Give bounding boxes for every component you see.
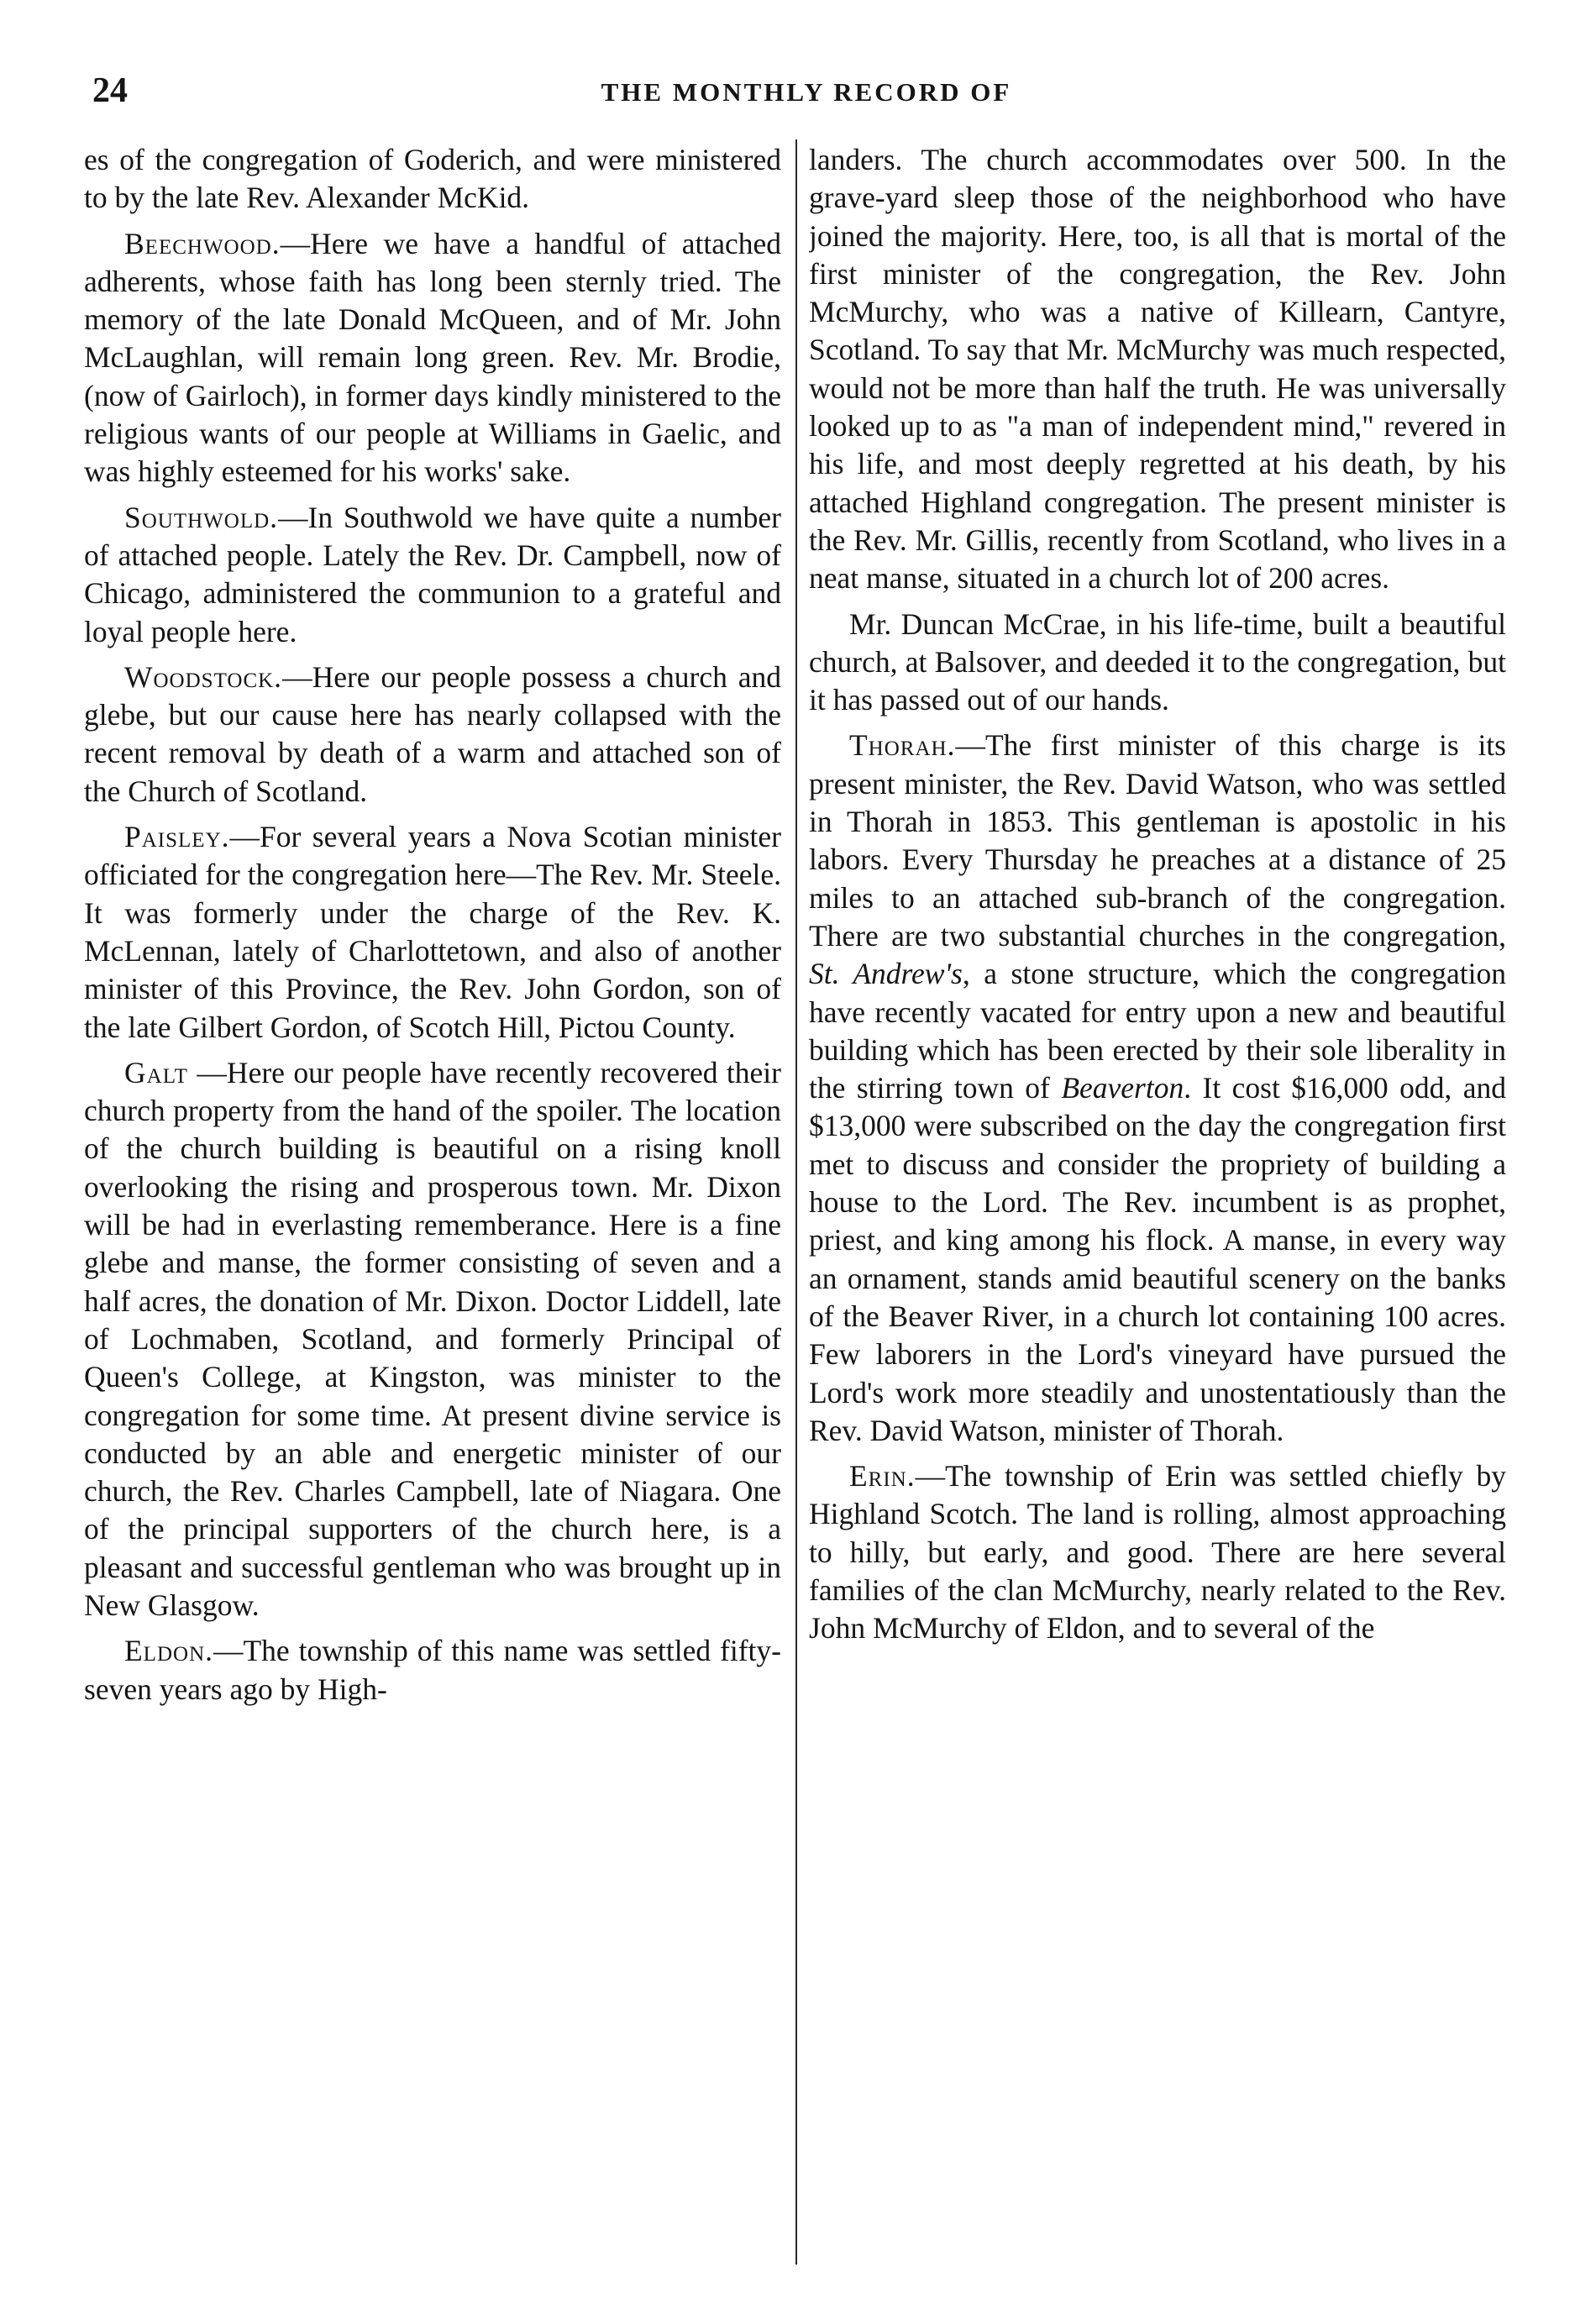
place-name-heading: Erin. xyxy=(849,1459,916,1493)
paragraph-southwold xyxy=(84,499,781,651)
paragraph-text: —For several years a Nova Scotian minister officiated for the congregation here—The Rev. Mr. Steele. It was formerly under the charge of the Rev. K. McLennan, lately of Charlottetown, and also of another minister of this Province, the Rev. John Gordon, son of the late Gilbert Gordon, of Scotch Hill, Pictou County. xyxy=(84,820,781,1044)
place-name-heading: Southwold. xyxy=(124,500,279,534)
paragraph-thorah xyxy=(809,727,1506,1450)
place-name-heading: Galt xyxy=(124,1055,188,1089)
paragraph-eldon xyxy=(84,1632,781,1709)
place-name-heading: Thorah. xyxy=(849,728,956,763)
paragraph-text: , a stone structure, which the congregation have recently vacated for entry upon a new and beautiful building which has been erected by their sole liberality in the stirring town of xyxy=(809,957,1506,1105)
paragraph-woodstock xyxy=(84,659,781,811)
left-column xyxy=(84,141,781,2258)
place-name-heading: Beechwood. xyxy=(124,226,281,260)
paragraph-paisley xyxy=(84,818,781,1047)
paragraph-text: landers. The church accommodates over 500. In the grave-yard sleep those of the neighborhood who have joined the majority. Here, too, is all that is mortal of the first minister of the congregation, the Rev. John McMurchy, who was a native of Killearn, Cantyre, Scotland. To say that Mr. McMurchy was much respected, would not be more than half the truth. He was universally looked up to as "a man of independent mind," revered in his life, and most deeply regretted at his death, by his attached Highland congregation. The present minister is the Rev. Mr. Gillis, recently from Scotland, who lives in a neat manse, situated in a church lot of 200 acres. xyxy=(809,143,1506,596)
paragraph-text: . It cost $16,000 odd, and $13,000 were subscribed on the day the congregation first met to discuss and consider the propriety of building a house to the Lord. The Rev. incumbent is as prophet, priest, and king among his flock. A manse, in every way an ornament, stands amid beautiful scenery on the banks of the Beaver River, in a church lot containing 100 acres. Few laborers in the Lord's vineyard have pursued the Lord's work more steadily and unostentatiously than the Rev. David Watson, minister of Thorah. xyxy=(809,1071,1506,1447)
paragraph-text: —The township of Erin was settled chiefly by Highland Scotch. The land is rolling, almost approaching to hilly, but early, and good. There are here several families of the clan McMurchy, nearly related to the Rev. John McMurchy of Eldon, and to several of the xyxy=(809,1459,1506,1646)
paragraph-text: —Here we have a handful of attached adherents, whose faith has long been sternly tried. The memory of the late Donald McQueen, and of Mr. John McLaughlan, will remain long green. Rev. Mr. Brodie, (now of Gairloch), in former days kindly ministered to the religious wants of our people at Williams in Gaelic, and was highly esteemed for his works' sake. xyxy=(84,226,781,489)
paragraph-balsover xyxy=(809,606,1506,720)
paragraph-text: —Here our people possess a church and glebe, but our cause here has nearly collapsed with the recent removal by death of a warm and attached son of the Church of Scotland. xyxy=(84,659,781,808)
running-title: THE MONTHLY RECORD OF xyxy=(601,77,1012,107)
paragraph-text: es of the congregation of Goderich, and were ministered to by the late Rev. Alexander McKid. xyxy=(84,143,781,215)
column-divider xyxy=(795,139,797,2265)
page-header xyxy=(84,71,1529,121)
paragraph-eldon-continued xyxy=(809,141,1506,598)
paragraph-text: —In Southwold we have quite a number of attached people. Lately the Rev. Dr. Campbell, now of Chicago, administered the communion to a grateful and loyal people here. xyxy=(84,500,781,648)
paragraph-erin xyxy=(809,1457,1506,1647)
right-column xyxy=(809,141,1506,2258)
page-number: 24 xyxy=(92,71,128,110)
church-name: St. Andrew's xyxy=(809,957,963,991)
paragraph-text: —The first minister of this charge is its present minister, the Rev. David Watson, who was settled in Thorah in 1853. This gentleman is apostolic in his labors. Every Thursday he preaches at a distance of 25 miles to an attached sub-branch of the congregation. There are two substantial churches in the congregation, xyxy=(809,728,1506,953)
paragraph-text: —Here our people have recently recovered their church property from the hand of the spoiler. The location of the church building is beautiful on a rising knoll overlooking the rising and prosperous town. Mr. Dixon will be had in everlasting rememberance. Here is a fine glebe and manse, the former consisting of seven and a half acres, the donation of Mr. Dixon. Doctor Liddell, late of Lochmaben, Scotland, and formerly Principal of Queen's College, at Kingston, was minister to the congregation for some time. At present divine service is conducted by an able and energetic minister of our church, the Rev. Charles Campbell, late of Niagara. One of the principal supporters of the church here, is a pleasant and successful gentleman who was brought up in New Glasgow. xyxy=(84,1055,781,1622)
paragraph-goderich-continued xyxy=(84,141,781,218)
paragraph-galt xyxy=(84,1054,781,1625)
place-name-heading: Woodstock. xyxy=(124,659,283,694)
paragraph-text: —The township of this name was settled fifty-seven years ago by High- xyxy=(84,1634,781,1706)
paragraph-text: Mr. Duncan McCrae, in his life-time, built a beautiful church, at Balsover, and deeded it to the congregation, but it has passed out of our hands. xyxy=(809,606,1506,717)
paragraph-beechwood xyxy=(84,225,781,491)
town-name: Beaverton xyxy=(1061,1071,1184,1105)
place-name-heading: Paisley. xyxy=(124,820,230,854)
place-name-heading: Eldon. xyxy=(124,1634,213,1668)
